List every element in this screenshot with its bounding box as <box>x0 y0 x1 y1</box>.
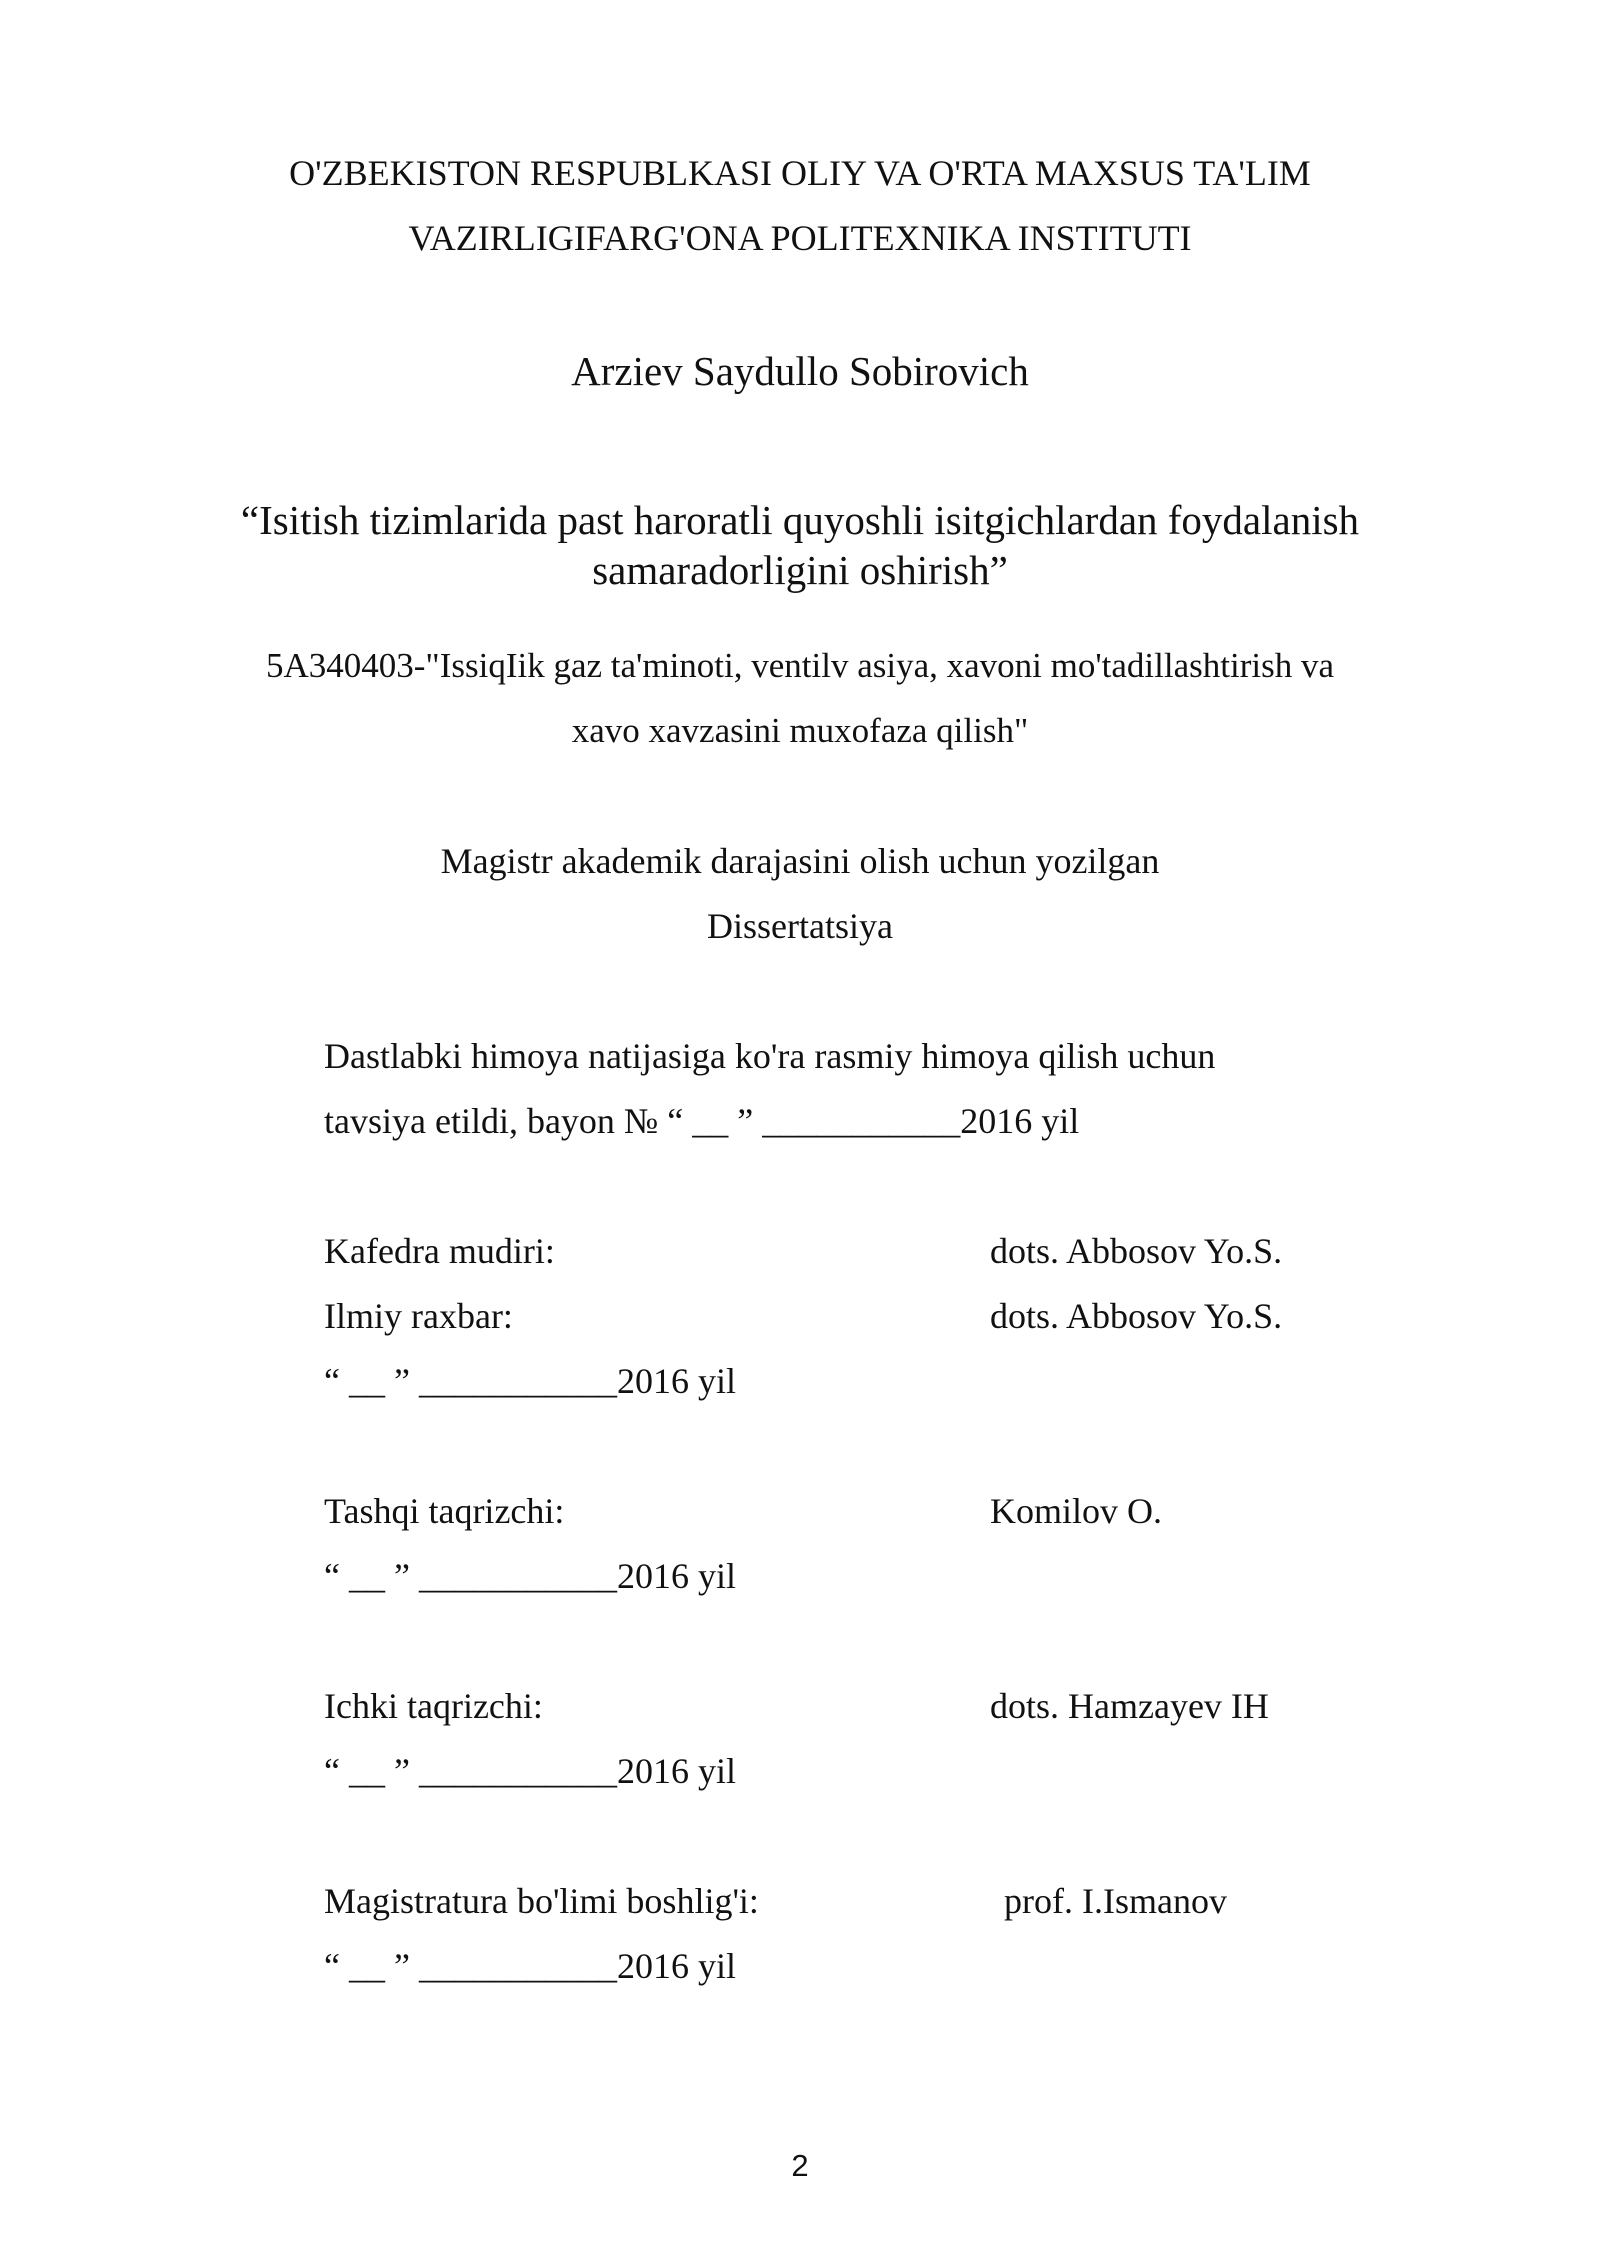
signatory-date: “ __ ” ___________2016 yil <box>324 1361 736 1401</box>
specialty-line-1: 5A340403-"IssiqIik gaz ta'minoti, ventilv asiya, xavoni mo'tadillashtirish va <box>266 646 1334 685</box>
signatory-role: Ichki taqrizchi: <box>324 1686 543 1726</box>
signatory-name: Komilov O. <box>990 1491 1163 1531</box>
signatory-role: Magistratura bo'limi boshlig'i: <box>324 1881 759 1921</box>
signatory-role: Ilmiy raxbar: <box>324 1296 513 1336</box>
signatory-name: dots. Abbosov Yo.S. <box>990 1296 1283 1336</box>
thesis-title-line-1: “Isitish tizimlarida past haroratli quyoshli isitgichlardan foydalanish <box>240 497 1360 543</box>
signatory-name: prof. I.Ismanov <box>1004 1881 1227 1921</box>
signatory-date: “ __ ” ___________2016 yil <box>324 1751 736 1791</box>
author-name: Arziev Saydullo Sobirovich <box>571 348 1029 394</box>
specialty-line-2: xavo xavzasini muxofaza qilish" <box>571 711 1029 750</box>
recommendation-line-1: Dastlabki himoya natijasiga ko'ra rasmiy himoya qilish uchun <box>324 1036 1216 1076</box>
ministry-header-line-1: O'ZBEKISTON RESPUBLKASI OLIY VA O'RTA MAXSUS TA'LIM <box>289 153 1311 193</box>
signatory-role: Tashqi taqrizchi: <box>324 1491 565 1531</box>
page-number: 2 <box>791 2148 809 2183</box>
degree-line-1: Magistr akademik darajasini olish uchun yozilgan <box>440 841 1160 881</box>
recommendation-line-2: tavsiya etildi, bayon № “ __ ” ___________2016 yil <box>324 1101 1080 1141</box>
thesis-title-line-2: samaradorligini oshirish” <box>592 547 1008 593</box>
signatory-role: Kafedra mudiri: <box>324 1231 555 1271</box>
ministry-header-line-2: VAZIRLIGIFARG'ONA POLITEXNIKA INSTITUTI <box>408 218 1192 258</box>
signatory-date: “ __ ” ___________2016 yil <box>324 1556 736 1596</box>
signatory-date: “ __ ” ___________2016 yil <box>324 1946 736 1986</box>
signatory-name: dots. Hamzayev IH <box>990 1686 1269 1726</box>
signatory-name: dots. Abbosov Yo.S. <box>990 1231 1283 1271</box>
degree-line-2: Dissertatsiya <box>707 906 893 946</box>
